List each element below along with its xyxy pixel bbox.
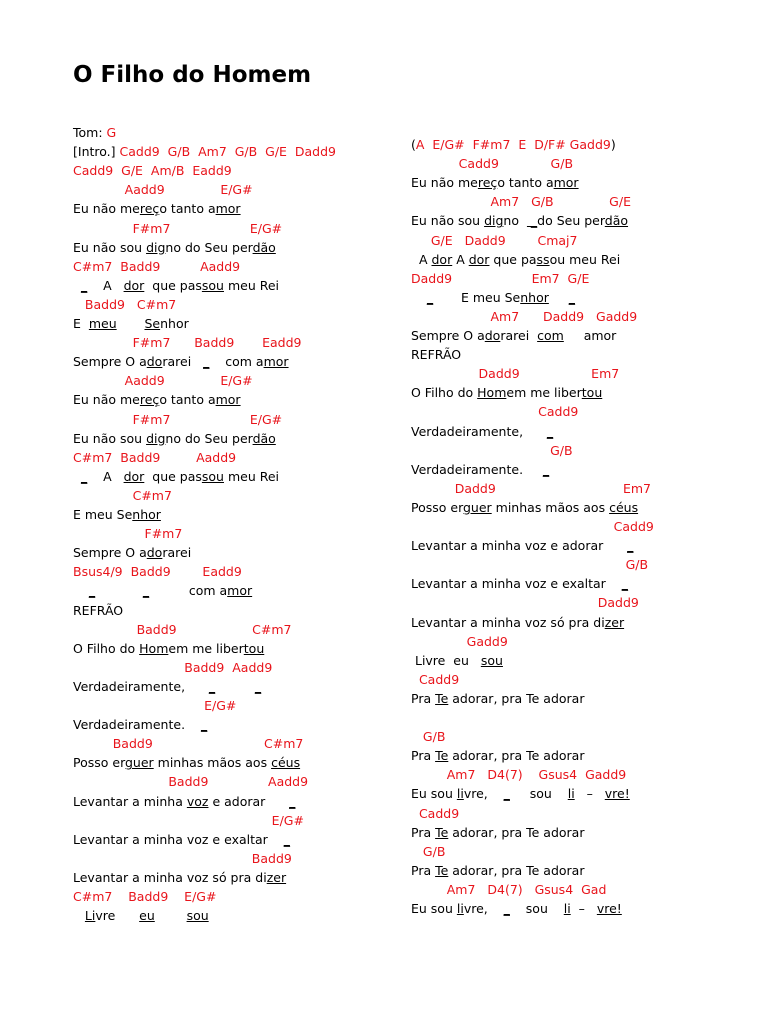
lyric-line bbox=[73, 794, 295, 809]
underlined-text: Te bbox=[435, 748, 449, 764]
chord-text: Dadd9 Em7 G/E bbox=[411, 270, 590, 286]
underlined-text: _ bbox=[200, 717, 208, 733]
chord-text: Am7 D4(7) Gsus4 Gad bbox=[411, 881, 607, 897]
underlined-text: tou bbox=[243, 640, 265, 656]
lyric-line bbox=[411, 290, 575, 305]
underlined-text: nhor bbox=[520, 289, 549, 305]
underlined-text: _ bbox=[542, 461, 550, 477]
text-segment: Tom: bbox=[73, 125, 107, 140]
chord-line bbox=[411, 519, 654, 534]
chord-text: G bbox=[106, 125, 117, 140]
lyric-line bbox=[73, 431, 276, 446]
lyric-line bbox=[73, 278, 279, 293]
chord-text: Cadd9 G/B Am7 G/B G/E Dadd9 bbox=[119, 144, 336, 160]
lyric-line bbox=[73, 832, 290, 847]
chord-text: Cadd9 G/B bbox=[411, 156, 574, 172]
lyric-line bbox=[73, 603, 123, 618]
lyric-line bbox=[411, 252, 620, 267]
text-segment bbox=[73, 469, 81, 484]
text-segment bbox=[215, 679, 255, 694]
text-segment: – bbox=[570, 901, 597, 916]
underlined-text: Te bbox=[435, 690, 449, 706]
lyric-line bbox=[411, 825, 584, 840]
text-segment: vre bbox=[95, 908, 140, 924]
chord-text: Am7 Dadd9 Gadd9 bbox=[411, 308, 638, 324]
text-segment: o tanto a bbox=[497, 175, 554, 191]
text-segment bbox=[73, 908, 85, 923]
chord-line bbox=[73, 297, 176, 312]
chord-line bbox=[73, 813, 304, 828]
lyric-line bbox=[411, 328, 616, 343]
text-segment: o tanto a bbox=[159, 392, 216, 408]
chord-line bbox=[411, 806, 459, 821]
underlined-text: zer bbox=[266, 869, 287, 885]
chord-line bbox=[73, 736, 303, 751]
lyric-line bbox=[411, 863, 584, 878]
text-segment: o tanto a bbox=[159, 201, 216, 217]
underlined-text: guer bbox=[125, 755, 154, 771]
chord-text: Dadd9 Em7 bbox=[411, 480, 651, 496]
text-segment: Sempre O a bbox=[73, 354, 147, 370]
text-segment: rarei bbox=[162, 545, 192, 561]
underlined-text: _ bbox=[208, 678, 216, 694]
text-segment: e adorar bbox=[208, 793, 290, 809]
underlined-text: _ bbox=[546, 423, 554, 439]
chord-line bbox=[73, 851, 292, 866]
lyric-line bbox=[411, 347, 461, 362]
chord-text: G/B bbox=[411, 729, 446, 745]
underlined-text: sou bbox=[201, 468, 224, 484]
text-segment: A bbox=[87, 468, 124, 484]
text-segment: Levantar a minha voz só pra di bbox=[411, 614, 605, 630]
text-segment: adorar, pra Te adorar bbox=[448, 824, 585, 840]
underlined-text: dão bbox=[252, 239, 276, 255]
chord-line bbox=[73, 660, 272, 675]
chord-text: E/G# bbox=[73, 812, 304, 828]
underlined-text: mor bbox=[263, 354, 289, 370]
underlined-text: reç bbox=[477, 175, 498, 191]
chord-line bbox=[411, 404, 578, 419]
lyric-line bbox=[411, 137, 616, 152]
underlined-text: do bbox=[146, 354, 163, 370]
text-segment bbox=[73, 583, 89, 598]
lyric-line bbox=[411, 786, 630, 801]
underlined-text: dig bbox=[484, 213, 504, 229]
lyric-line bbox=[73, 583, 252, 598]
text-segment bbox=[411, 290, 427, 305]
text-segment: vre, bbox=[463, 901, 504, 916]
underlined-text: _ bbox=[627, 538, 634, 554]
text-segment: com a bbox=[209, 354, 264, 370]
text-segment: com a bbox=[149, 583, 228, 599]
chord-text: Badd9 C#m7 bbox=[73, 736, 304, 752]
chord-text: F#m7 Badd9 Eadd9 bbox=[73, 335, 302, 351]
lyric-line bbox=[411, 653, 503, 668]
chord-line bbox=[73, 774, 308, 789]
text-segment: E meu Se bbox=[433, 289, 521, 305]
text-segment: Levantar a minha voz e exaltar bbox=[411, 576, 622, 592]
underlined-text: mor bbox=[227, 583, 253, 599]
underlined-text: eu bbox=[139, 908, 155, 924]
underlined-text: _ bbox=[621, 576, 628, 592]
underlined-text: Hom bbox=[139, 640, 169, 656]
text-segment: O Filho do bbox=[73, 640, 140, 656]
text-segment: Eu não me bbox=[411, 175, 478, 191]
text-segment: Eu não me bbox=[73, 392, 140, 408]
lyric-line bbox=[411, 385, 602, 400]
chord-line bbox=[73, 259, 240, 274]
text-segment: Verdadeiramente. bbox=[73, 717, 201, 733]
underlined-text: _ bbox=[289, 793, 296, 809]
text-segment: ( bbox=[411, 137, 416, 152]
underlined-text: dão bbox=[604, 213, 629, 229]
underlined-text: Li bbox=[84, 908, 96, 924]
text-segment: Eu não sou bbox=[73, 430, 147, 446]
text-segment: Pra bbox=[411, 824, 436, 840]
text-segment: A bbox=[411, 251, 432, 267]
chord-line bbox=[411, 767, 626, 782]
chord-text: Badd9 Aadd9 bbox=[73, 659, 273, 675]
underlined-text: _ bbox=[254, 678, 262, 694]
chord-text: Aadd9 E/G# bbox=[73, 373, 253, 389]
text-segment: [Intro.] bbox=[73, 144, 120, 160]
text-segment: REFRÃO bbox=[411, 347, 462, 363]
chord-line bbox=[411, 366, 619, 381]
chord-text: F#m7 E/G# bbox=[73, 220, 283, 236]
underlined-text: _ bbox=[80, 277, 88, 293]
text-segment: que pas bbox=[144, 277, 202, 293]
underlined-text: _ bbox=[526, 213, 538, 229]
text-segment: Levantar a minha voz só pra di bbox=[73, 869, 267, 885]
text-segment: E meu Se bbox=[73, 507, 133, 522]
lyric-line bbox=[73, 679, 261, 694]
underlined-text: guer bbox=[463, 499, 492, 515]
chord-line bbox=[411, 156, 573, 171]
text-segment bbox=[549, 290, 569, 305]
underlined-text: mor bbox=[215, 201, 241, 217]
text-segment: adorar, pra Te adorar bbox=[448, 690, 585, 706]
underlined-text: vre! bbox=[604, 786, 630, 802]
text-segment: adorar, pra Te adorar bbox=[448, 862, 585, 878]
underlined-text: nhor bbox=[132, 507, 161, 522]
text-segment: adorar, pra Te adorar bbox=[448, 748, 585, 764]
underlined-text: _ bbox=[426, 289, 434, 305]
underlined-text: _ bbox=[88, 583, 96, 599]
underlined-text: ss bbox=[536, 251, 550, 267]
text-segment: Levantar a minha bbox=[73, 793, 187, 809]
chord-line bbox=[73, 163, 232, 178]
underlined-text: do bbox=[484, 328, 501, 343]
lyric-line bbox=[73, 144, 336, 159]
text-segment: Sempre O a bbox=[411, 328, 485, 343]
chord-text: Aadd9 E/G# bbox=[73, 182, 253, 198]
chord-line bbox=[411, 634, 508, 649]
text-segment: em me liber bbox=[168, 640, 244, 656]
chord-text: Badd9 C#m7 bbox=[73, 296, 177, 312]
chord-line bbox=[73, 622, 291, 637]
chord-line bbox=[411, 882, 606, 897]
chord-text: Cadd9 G/E Am/B Eadd9 bbox=[73, 163, 232, 179]
underlined-text: _ bbox=[503, 901, 510, 916]
text-segment: E bbox=[73, 316, 89, 331]
text-segment: Pra bbox=[411, 862, 436, 878]
chord-line bbox=[73, 335, 302, 350]
underlined-text: voz bbox=[186, 793, 209, 809]
chord-text: Cadd9 bbox=[411, 671, 460, 687]
text-segment: que pas bbox=[144, 468, 202, 484]
chord-text: Badd9 Aadd9 bbox=[73, 774, 309, 790]
chord-line bbox=[411, 309, 637, 324]
text-segment: no do Seu per bbox=[165, 239, 253, 255]
underlined-text: dão bbox=[252, 430, 276, 446]
chord-text: F#m7 bbox=[73, 526, 183, 542]
underlined-text: céus bbox=[609, 499, 639, 515]
chord-line bbox=[411, 557, 648, 572]
chord-text: Cadd9 bbox=[411, 805, 460, 821]
chord-line bbox=[411, 271, 589, 286]
text-segment: Eu não sou bbox=[73, 239, 147, 255]
chord-line bbox=[411, 443, 573, 458]
lyric-line bbox=[73, 908, 209, 923]
underlined-text: Te bbox=[435, 824, 449, 840]
chord-line bbox=[411, 481, 651, 496]
text-segment bbox=[117, 316, 145, 331]
text-segment: Verdadeiramente. bbox=[411, 461, 543, 477]
lyric-line bbox=[411, 500, 638, 515]
lyric-line bbox=[411, 748, 584, 763]
lyric-line bbox=[73, 316, 189, 331]
chord-line bbox=[73, 564, 242, 579]
chord-text: G/B bbox=[411, 843, 446, 859]
text-segment: Eu não sou bbox=[411, 213, 485, 229]
chord-text: Am7 D4(7) Gsus4 Gadd9 bbox=[411, 767, 627, 783]
chord-line bbox=[411, 233, 577, 248]
lyric-line bbox=[411, 901, 622, 916]
text-segment: ou meu Rei bbox=[549, 251, 621, 267]
chord-line bbox=[73, 889, 216, 904]
text-segment: meu Rei bbox=[223, 277, 280, 293]
text-segment: Pra bbox=[411, 690, 436, 706]
underlined-text: _ bbox=[80, 468, 88, 484]
underlined-text: meu bbox=[88, 316, 117, 331]
chord-text: C#m7 Badd9 E/G# bbox=[73, 889, 217, 904]
text-segment: nhor bbox=[160, 316, 189, 331]
underlined-text: dor bbox=[431, 251, 453, 267]
chord-text: Gadd9 bbox=[411, 633, 508, 649]
underlined-text: reç bbox=[139, 201, 160, 217]
chord-text: E/G# bbox=[73, 698, 237, 713]
lyric-line bbox=[73, 392, 241, 407]
underlined-text: Te bbox=[435, 862, 449, 878]
underlined-text: dor bbox=[123, 468, 145, 484]
chord-line bbox=[73, 698, 236, 713]
chord-line bbox=[411, 672, 459, 687]
lyric-line bbox=[73, 125, 116, 140]
chord-text: C#m7 bbox=[73, 487, 172, 503]
text-segment bbox=[73, 278, 81, 293]
chord-text: C#m7 Badd9 Aadd9 bbox=[73, 258, 241, 274]
chord-line bbox=[73, 221, 282, 236]
underlined-text: reç bbox=[139, 392, 160, 408]
chord-text: Badd9 bbox=[73, 850, 292, 866]
underlined-text: sou bbox=[480, 652, 503, 668]
text-segment: – bbox=[574, 786, 605, 802]
text-segment: O Filho do bbox=[411, 385, 478, 401]
text-segment: em me liber bbox=[506, 385, 582, 401]
chord-line bbox=[73, 412, 282, 427]
lyric-line bbox=[411, 576, 628, 591]
underlined-text: zer bbox=[604, 614, 625, 630]
underlined-text: li bbox=[567, 786, 575, 802]
text-segment: no bbox=[503, 213, 527, 229]
chord-line bbox=[73, 450, 236, 465]
chord-text: Dadd9 bbox=[411, 595, 639, 611]
lyric-line bbox=[411, 213, 628, 228]
chord-line bbox=[73, 182, 253, 197]
text-segment: Levantar a minha voz e adorar bbox=[411, 538, 628, 554]
text-segment: minhas mãos aos bbox=[153, 755, 272, 771]
underlined-text: sou bbox=[186, 908, 209, 924]
chord-text: G/E Dadd9 Cmaj7 bbox=[411, 232, 578, 248]
lyric-line bbox=[73, 507, 161, 522]
text-segment: sou bbox=[509, 901, 564, 916]
text-segment: Levantar a minha voz e exaltar bbox=[73, 831, 284, 847]
chord-text: F#m7 E/G# bbox=[73, 411, 283, 427]
chord-text: C#m7 Badd9 Aadd9 bbox=[73, 449, 237, 465]
chord-text: Cadd9 bbox=[411, 404, 579, 420]
underlined-text: _ bbox=[503, 786, 510, 802]
text-segment bbox=[155, 908, 187, 923]
text-segment: A bbox=[87, 277, 124, 293]
chord-line bbox=[73, 488, 172, 503]
text-segment: minhas mãos aos bbox=[491, 499, 610, 515]
underlined-text: dig bbox=[146, 430, 166, 446]
text-segment: que pa bbox=[489, 251, 537, 267]
text-segment: Pra bbox=[411, 748, 436, 764]
underlined-text: do bbox=[146, 545, 163, 561]
text-segment: sou bbox=[509, 786, 568, 802]
lyric-line bbox=[411, 538, 633, 553]
underlined-text: vre! bbox=[596, 901, 622, 916]
text-segment: Verdadeiramente, bbox=[73, 678, 209, 694]
lyric-line bbox=[73, 354, 289, 369]
chord-line bbox=[411, 844, 445, 859]
text-segment: A bbox=[452, 251, 469, 267]
text-segment: vre, bbox=[463, 786, 504, 802]
text-segment bbox=[95, 583, 143, 598]
chord-text: G/B bbox=[411, 557, 649, 573]
text-segment: Verdadeiramente, bbox=[411, 423, 547, 439]
underlined-text: sou bbox=[201, 277, 224, 293]
text-segment: meu Rei bbox=[223, 468, 280, 484]
lyric-line bbox=[411, 462, 549, 477]
text-segment: Livre eu bbox=[411, 652, 481, 668]
chord-line bbox=[73, 526, 182, 541]
text-segment: Sempre O a bbox=[73, 545, 147, 561]
lyric-line bbox=[73, 641, 264, 656]
lyric-line bbox=[411, 615, 624, 630]
text-segment: rarei bbox=[500, 328, 538, 343]
text-segment: rarei bbox=[162, 354, 204, 370]
text-segment: Eu não me bbox=[73, 201, 140, 217]
chord-line bbox=[73, 373, 253, 388]
chord-text: Badd9 C#m7 bbox=[73, 621, 292, 637]
chord-line bbox=[411, 729, 445, 744]
lyric-line bbox=[73, 545, 191, 560]
underlined-text: _ bbox=[142, 583, 150, 599]
text-segment: Posso er bbox=[411, 499, 463, 515]
chord-text: G/B bbox=[411, 442, 573, 458]
underlined-text: _ bbox=[283, 831, 290, 847]
underlined-text: dor bbox=[468, 251, 490, 267]
underlined-text: _ bbox=[568, 289, 575, 305]
lyric-line bbox=[411, 424, 553, 439]
chord-line bbox=[411, 194, 631, 209]
chord-text: Am7 G/B G/E bbox=[411, 194, 631, 210]
underlined-text: mor bbox=[215, 392, 241, 408]
text-segment: Eu sou bbox=[411, 901, 457, 916]
lyric-line bbox=[73, 240, 276, 255]
chord-text: Cadd9 bbox=[411, 519, 654, 534]
text-segment: ) bbox=[610, 137, 616, 152]
lyric-line bbox=[73, 201, 241, 216]
underlined-text: li bbox=[456, 901, 464, 916]
chord-text: Dadd9 Em7 bbox=[411, 366, 620, 382]
text-segment: amor bbox=[563, 328, 617, 343]
text-segment: REFRÃO bbox=[73, 602, 124, 618]
chord-line bbox=[411, 595, 639, 610]
chord-text: Bsus4/9 Badd9 Eadd9 bbox=[73, 564, 242, 580]
lyric-line bbox=[411, 175, 579, 190]
underlined-text: li bbox=[563, 901, 571, 916]
lyric-line bbox=[73, 870, 286, 885]
page-title: O Filho do Homem bbox=[73, 62, 312, 88]
underlined-text: dig bbox=[146, 239, 166, 255]
underlined-text: céus bbox=[271, 755, 301, 771]
lyric-line bbox=[73, 469, 279, 484]
underlined-text: Se bbox=[144, 316, 161, 331]
text-segment: no do Seu per bbox=[165, 430, 253, 446]
lyric-line bbox=[411, 691, 584, 706]
text-segment: Posso er bbox=[73, 755, 125, 771]
underlined-text: li bbox=[456, 786, 464, 802]
text-segment: do Seu per bbox=[537, 213, 605, 229]
underlined-text: Hom bbox=[477, 385, 507, 401]
lyric-line bbox=[73, 717, 207, 732]
underlined-text: dor bbox=[123, 277, 145, 293]
lyric-line bbox=[73, 755, 300, 770]
underlined-text: mor bbox=[553, 175, 579, 191]
chord-text: A E/G# F#m7 E D/F# Gadd9 bbox=[415, 137, 611, 152]
underlined-text: _ bbox=[203, 354, 210, 370]
underlined-text: tou bbox=[581, 385, 603, 401]
text-segment: Eu sou bbox=[411, 786, 457, 802]
underlined-text: com bbox=[537, 328, 564, 343]
